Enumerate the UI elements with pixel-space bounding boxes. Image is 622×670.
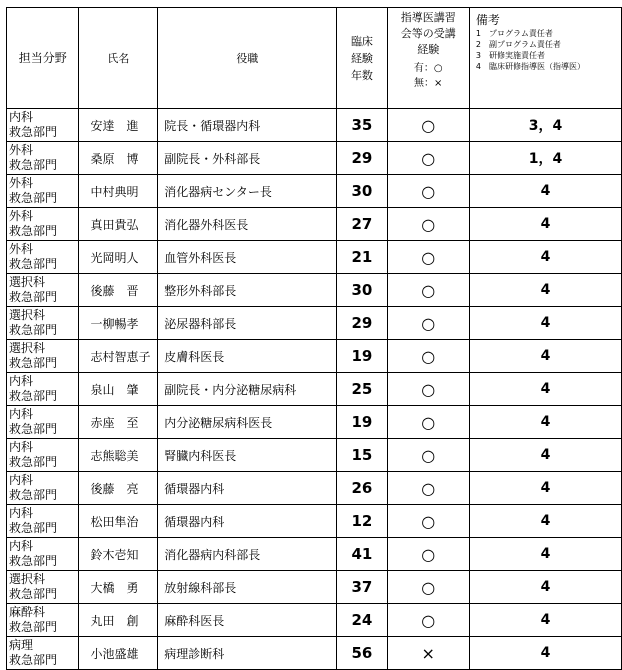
dept-primary: 内科 [9,473,34,487]
header-notes-item-1: 1 プログラム責任者 [475,29,553,38]
header-training-line-3: 経験 [417,43,440,56]
table-row [7,538,622,571]
dept-secondary: 救急部門 [9,356,58,370]
name-cell: 丸田 創 [79,604,158,637]
note-cell: 4 [469,538,621,571]
dept-cell [7,439,79,472]
role-cell: 副院長・内分泌糖尿病科 [158,373,337,406]
dept-secondary: 救急部門 [9,323,58,337]
note-cell: 4 [469,505,621,538]
name-cell: 志村智恵子 [79,340,158,373]
table-body [7,109,622,670]
dept-primary: 選択科 [9,341,46,355]
header-notes-item-3: 3 研修実施責任者 [475,51,546,60]
years-cell: 29 [337,307,387,340]
header-years-line-3: 年数 [350,68,373,82]
training-cell: ○ [387,208,469,241]
note-cell: 1，4 [469,142,621,175]
training-cell: ○ [387,604,469,637]
dept-cell [7,571,79,604]
training-cell: ○ [387,538,469,571]
dept-primary: 選択科 [9,275,46,289]
name-cell: 中村典明 [79,175,158,208]
note-cell: 4 [469,571,621,604]
role-cell: 消化器外科医長 [158,208,337,241]
dept-secondary: 救急部門 [9,488,58,502]
training-cell: ○ [387,274,469,307]
dept-secondary: 救急部門 [9,455,58,469]
name-cell: 小池盛雄 [79,637,158,670]
role-cell: 整形外科部長 [158,274,337,307]
table-row [7,307,622,340]
name-cell: 赤座 至 [79,406,158,439]
dept-secondary: 救急部門 [9,158,58,172]
name-cell: 鈴木壱知 [79,538,158,571]
role-cell: 循環器内科 [158,505,337,538]
years-cell: 30 [337,274,387,307]
training-cell: ○ [387,241,469,274]
dept-primary: 内科 [9,539,34,553]
dept-secondary: 救急部門 [9,191,58,205]
years-cell: 19 [337,340,387,373]
name-cell: 一柳暢孝 [79,307,158,340]
dept-cell [7,175,79,208]
training-cell: ○ [387,307,469,340]
header-notes-item-4: 4 臨床研修指導医（指導医） [475,62,586,71]
name-cell: 光岡明人 [79,241,158,274]
table-row [7,208,622,241]
years-cell: 15 [337,439,387,472]
years-cell: 56 [337,637,387,670]
years-cell: 41 [337,538,387,571]
note-cell: 4 [469,373,621,406]
dept-secondary: 救急部門 [9,422,58,436]
header-row [7,8,622,109]
instructor-table [6,7,622,670]
years-cell: 21 [337,241,387,274]
note-cell: 4 [469,604,621,637]
dept-cell [7,208,79,241]
header-role: 役職 [158,8,337,109]
training-cell: ○ [387,142,469,175]
years-cell: 35 [337,109,387,142]
dept-primary: 内科 [9,407,34,421]
dept-primary: 外科 [9,242,34,256]
name-cell: 泉山 肇 [79,373,158,406]
table-row [7,604,622,637]
table-row [7,274,622,307]
role-cell: 消化器病センター長 [158,175,337,208]
role-cell: 血管外科医長 [158,241,337,274]
header-training-line-1: 指導医講習 [400,11,456,24]
training-cell: ○ [387,472,469,505]
name-cell: 松田隼治 [79,505,158,538]
table-row [7,439,622,472]
dept-primary: 内科 [9,440,34,454]
training-cell: × [387,637,469,670]
dept-cell [7,406,79,439]
dept-cell [7,340,79,373]
role-cell: 病理診断科 [158,637,337,670]
table-row [7,109,622,142]
header-dept: 担当分野 [7,8,79,109]
years-cell: 27 [337,208,387,241]
header-training-line-2: 会等の受講 [400,27,456,40]
table-row [7,175,622,208]
note-cell: 4 [469,307,621,340]
dept-secondary: 救急部門 [9,587,58,601]
dept-cell [7,604,79,637]
training-cell: ○ [387,109,469,142]
years-cell: 37 [337,571,387,604]
note-cell: 4 [469,274,621,307]
table-row [7,637,622,670]
training-cell: ○ [387,439,469,472]
training-cell: ○ [387,406,469,439]
name-cell: 真田貴弘 [79,208,158,241]
note-cell: 4 [469,241,621,274]
dept-secondary: 救急部門 [9,521,58,535]
table-row [7,505,622,538]
name-cell: 志熊聡美 [79,439,158,472]
dept-primary: 外科 [9,143,34,157]
dept-cell [7,307,79,340]
dept-cell [7,241,79,274]
table-row [7,340,622,373]
header-training [387,8,469,109]
dept-primary: 外科 [9,209,34,223]
table-row [7,142,622,175]
role-cell: 麻酔科医長 [158,604,337,637]
dept-secondary: 救急部門 [9,257,58,271]
years-cell: 30 [337,175,387,208]
name-cell: 後藤 亮 [79,472,158,505]
dept-secondary: 救急部門 [9,290,58,304]
dept-primary: 麻酔科 [9,605,46,619]
dept-cell [7,142,79,175]
name-cell: 桑原 博 [79,142,158,175]
header-training-legend-yes: 有：○ [413,63,443,74]
table-row [7,241,622,274]
role-cell: 皮膚科医長 [158,340,337,373]
note-cell: 4 [469,175,621,208]
dept-cell [7,505,79,538]
dept-cell [7,274,79,307]
years-cell: 29 [337,142,387,175]
note-cell: 4 [469,637,621,670]
dept-cell [7,472,79,505]
training-cell: ○ [387,373,469,406]
training-cell: ○ [387,340,469,373]
header-notes-title: 備考 [475,13,500,27]
header-name: 氏名 [79,8,158,109]
header-notes-item-2: 2 副プログラム責任者 [475,40,561,49]
note-cell: 4 [469,439,621,472]
note-cell: 4 [469,208,621,241]
note-cell: 3，4 [469,109,621,142]
training-cell: ○ [387,505,469,538]
dept-primary: 外科 [9,176,34,190]
dept-secondary: 救急部門 [9,653,58,667]
table-row [7,571,622,604]
note-cell: 4 [469,340,621,373]
years-cell: 26 [337,472,387,505]
role-cell: 放射線科部長 [158,571,337,604]
dept-cell [7,538,79,571]
role-cell: 腎臓内科医長 [158,439,337,472]
training-cell: ○ [387,571,469,604]
years-cell: 12 [337,505,387,538]
header-years-line-1: 臨床 [350,34,373,48]
dept-primary: 選択科 [9,308,46,322]
role-cell: 循環器内科 [158,472,337,505]
header-years-line-2: 経験 [350,51,373,65]
table-row [7,373,622,406]
name-cell: 安達 進 [79,109,158,142]
table-row [7,472,622,505]
note-cell: 4 [469,406,621,439]
dept-cell [7,109,79,142]
training-cell: ○ [387,175,469,208]
dept-secondary: 救急部門 [9,554,58,568]
header-training-legend-no: 無：× [414,78,443,89]
dept-primary: 内科 [9,110,34,124]
dept-secondary: 救急部門 [9,620,58,634]
name-cell: 後藤 晋 [79,274,158,307]
note-cell: 4 [469,472,621,505]
role-cell: 院長・循環器内科 [158,109,337,142]
table-row [7,406,622,439]
dept-primary: 内科 [9,506,34,520]
dept-primary: 内科 [9,374,34,388]
header-years [337,8,387,109]
years-cell: 24 [337,604,387,637]
dept-cell [7,373,79,406]
role-cell: 泌尿器科部長 [158,307,337,340]
role-cell: 副院長・外科部長 [158,142,337,175]
dept-primary: 選択科 [9,572,46,586]
role-cell: 消化器病内科部長 [158,538,337,571]
header-notes [469,8,621,109]
dept-primary: 病理 [9,638,34,652]
years-cell: 25 [337,373,387,406]
name-cell: 大橋 勇 [79,571,158,604]
years-cell: 19 [337,406,387,439]
dept-secondary: 救急部門 [9,125,58,139]
dept-secondary: 救急部門 [9,224,58,238]
dept-secondary: 救急部門 [9,389,58,403]
dept-cell [7,637,79,670]
role-cell: 内分泌糖尿病科医長 [158,406,337,439]
